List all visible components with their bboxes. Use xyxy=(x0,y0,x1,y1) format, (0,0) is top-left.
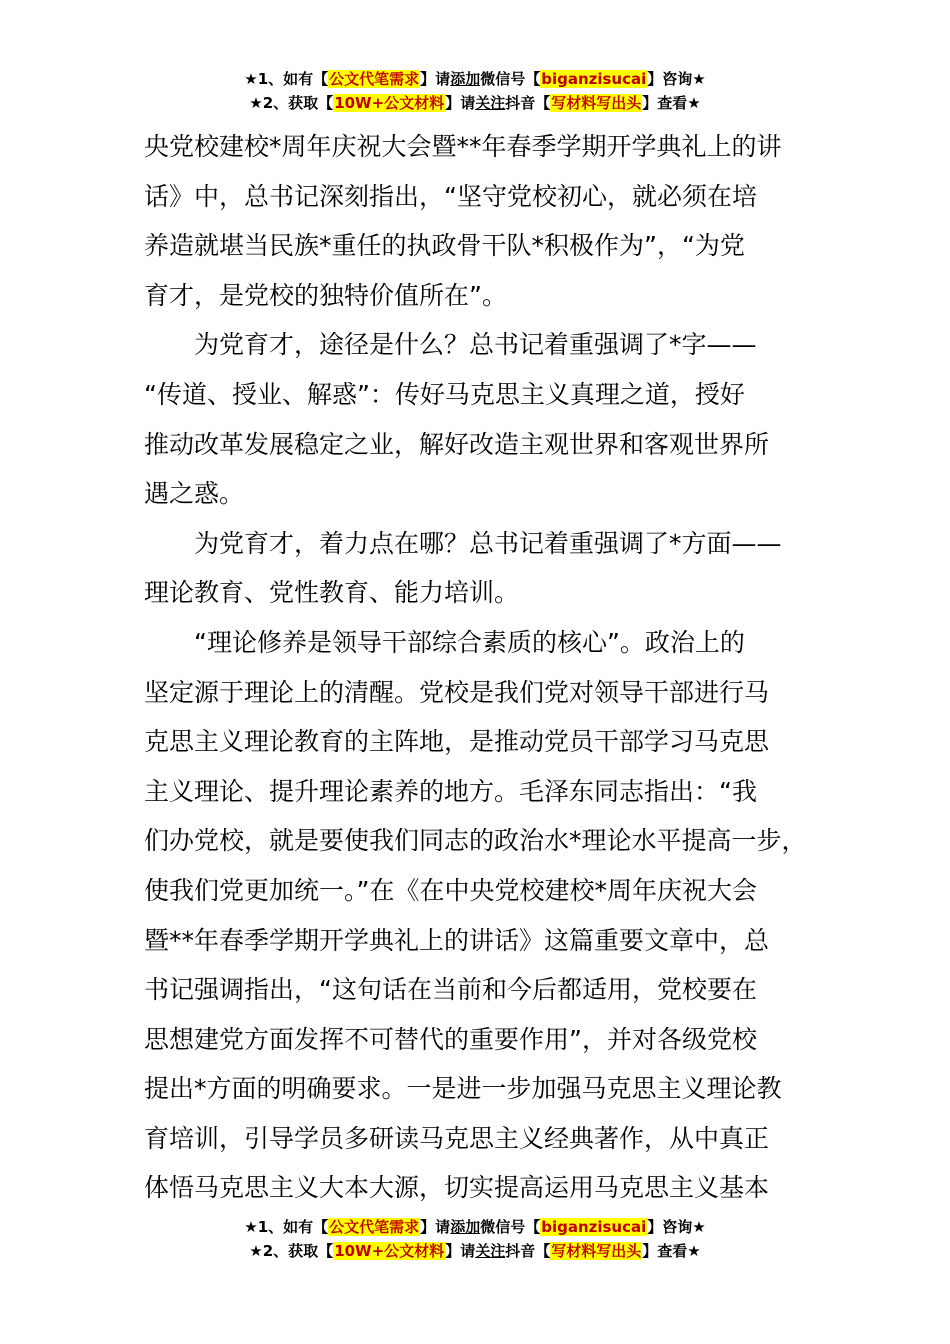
banner-highlight: 写材料写出头 xyxy=(551,1242,642,1260)
text-line: 思想建党方面发挥不可替代的重要作用”，并对各级党校 xyxy=(144,1024,757,1054)
text-line: “传道、授业、解惑”：传好马克思主义真理之道，授好 xyxy=(144,379,745,409)
banner-text: 】咨询★ xyxy=(647,1218,706,1236)
text-line: 暨**年春季学期开学典礼上的讲话》这篇重要文章中，总 xyxy=(144,925,770,955)
banner-line-2 xyxy=(0,1240,950,1264)
paragraph-start: “理论修养是领导干部综合素质的核心”。政治上的 xyxy=(194,627,745,657)
banner-highlight: biganzisucai xyxy=(541,70,647,88)
banner-text: 】请 xyxy=(420,70,451,88)
banner-text: 】请 xyxy=(445,1242,476,1260)
banner-text: ★2、获取【 xyxy=(249,94,334,112)
header-banner xyxy=(0,68,950,116)
text-line: 克思主义理论教育的主阵地，是推动党员干部学习马克思 xyxy=(144,727,770,757)
banner-highlight: 公文代笔需求 xyxy=(329,70,420,88)
banner-text: ★1、如有【 xyxy=(244,1218,329,1236)
banner-highlight: 公文代笔需求 xyxy=(329,1218,420,1236)
banner-underlined: 添加 xyxy=(450,70,481,88)
banner-underlined: 关注 xyxy=(475,1242,506,1260)
banner-text: ★1、如有【 xyxy=(244,70,329,88)
text-line: 话》中，总书记深刻指出，“坚守党校初心，就必须在培 xyxy=(144,181,757,211)
text-line: 推动改革发展稳定之业，解好改造主观世界和客观世界所 xyxy=(144,429,770,459)
banner-text: 微信号【 xyxy=(480,70,541,88)
banner-text: 】请 xyxy=(420,1218,451,1236)
text-line: 育才，是党校的独特价值所在”。 xyxy=(144,280,507,310)
footer-banner xyxy=(0,1216,950,1264)
banner-highlight: 10W+公文材料 xyxy=(334,1242,445,1260)
banner-text: ★2、获取【 xyxy=(249,1242,334,1260)
banner-text: 】咨询★ xyxy=(647,70,706,88)
banner-highlight: 写材料写出头 xyxy=(551,94,642,112)
banner-text: 】查看★ xyxy=(642,94,701,112)
text-line: 理论教育、党性教育、能力培训。 xyxy=(144,578,520,608)
banner-highlight: 10W+公文材料 xyxy=(334,94,445,112)
banner-text: 微信号【 xyxy=(480,1218,541,1236)
banner-text: 】请 xyxy=(445,94,476,112)
text-line: 养造就堪当民族*重任的执政骨干队*积极作为”，“为党 xyxy=(144,231,745,261)
paragraph-start: 为党育才，着力点在哪？总书记着重强调了*方面—— xyxy=(194,528,782,558)
banner-text: 抖音【 xyxy=(505,1242,551,1260)
banner-line-1 xyxy=(0,1216,950,1240)
text-line: 们办党校，就是要使我们同志的政治水*理论水平提高一步， xyxy=(144,826,807,856)
text-line: 提出*方面的明确要求。一是进一步加强马克思主义理论教 xyxy=(144,1074,782,1104)
banner-text: 】查看★ xyxy=(642,1242,701,1260)
text-line: 书记强调指出，“这句话在当前和今后都适用，党校要在 xyxy=(144,975,757,1005)
paragraph-start: 为党育才，途径是什么？总书记着重强调了*字—— xyxy=(194,330,757,360)
banner-text: 抖音【 xyxy=(505,94,551,112)
text-line: 体悟马克思主义大本大源，切实提高运用马克思主义基本 xyxy=(144,1173,770,1203)
banner-line-1 xyxy=(0,68,950,92)
banner-underlined: 添加 xyxy=(450,1218,481,1236)
banner-line-2 xyxy=(0,92,950,116)
text-line: 主义理论、提升理论素养的地方。毛泽东同志指出：“我 xyxy=(144,776,757,806)
text-line: 遇之惑。 xyxy=(144,479,245,509)
banner-underlined: 关注 xyxy=(475,94,506,112)
text-line: 育培训，引导学员多研读马克思主义经典著作，从中真正 xyxy=(144,1123,770,1153)
text-line: 使我们党更加统一。”在《在中央党校建校*周年庆祝大会 xyxy=(144,875,757,905)
text-line: 坚定源于理论上的清醒。党校是我们党对领导干部进行马 xyxy=(144,677,770,707)
text-line: 央党校建校*周年庆祝大会暨**年春季学期开学典礼上的讲 xyxy=(144,132,782,161)
document-body xyxy=(144,122,824,1213)
banner-highlight: biganzisucai xyxy=(541,1218,647,1236)
